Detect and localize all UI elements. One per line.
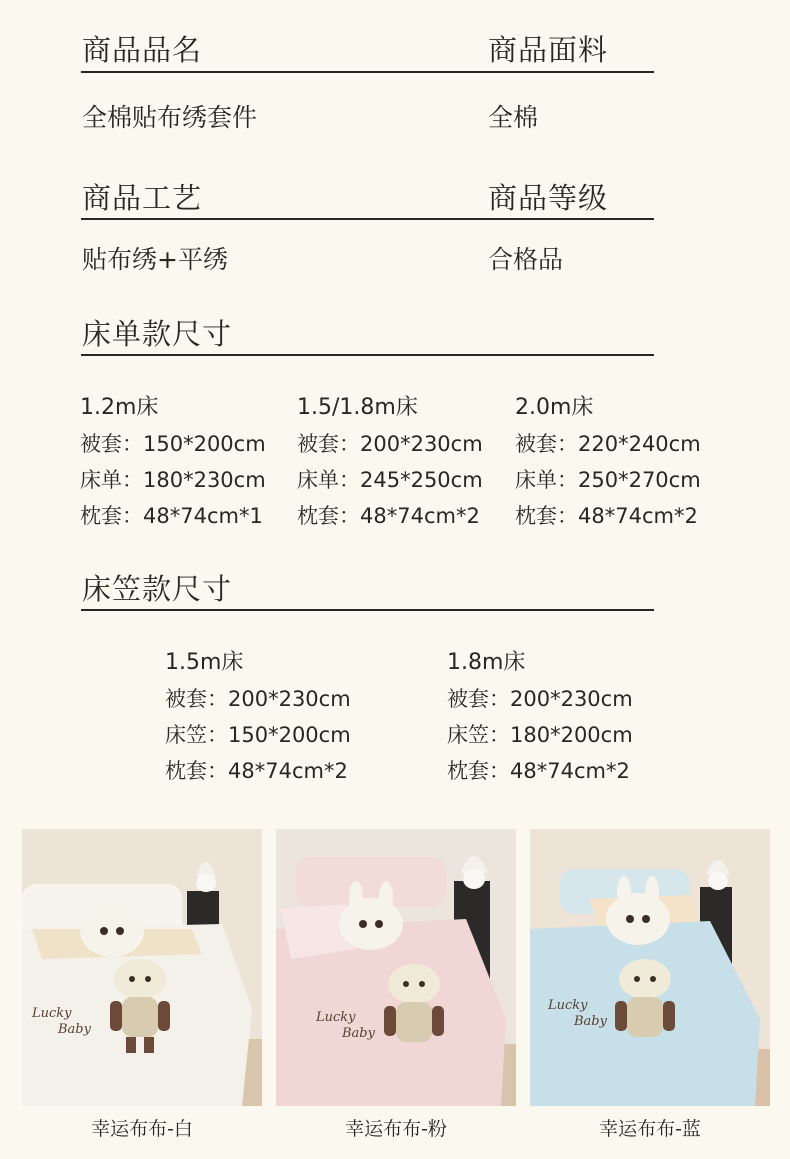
embroidery-text: Lucky bbox=[548, 998, 588, 1013]
name-label: 商品品名 bbox=[82, 33, 203, 67]
fitted-sheet-title: 床笠款尺寸 bbox=[82, 572, 233, 606]
size-column bbox=[447, 645, 633, 791]
size-row: 被套：200*230cm bbox=[297, 432, 483, 456]
size-column bbox=[297, 390, 483, 536]
size-row: 被套：200*230cm bbox=[165, 687, 351, 711]
bed-size: 1.8m床 bbox=[447, 650, 526, 675]
product-photo-blue bbox=[530, 829, 770, 1106]
bed-size: 1.5/1.8m床 bbox=[297, 395, 418, 420]
size-row: 枕套：48*74cm*2 bbox=[165, 759, 348, 783]
bed-size: 2.0m床 bbox=[515, 395, 594, 420]
embroidery-text: Baby bbox=[58, 1022, 91, 1037]
product-caption: 幸运布布-蓝 bbox=[599, 1118, 701, 1140]
size-row: 枕套：48*74cm*2 bbox=[447, 759, 630, 783]
divider bbox=[81, 71, 654, 73]
product-caption: 幸运布布-白 bbox=[91, 1118, 193, 1140]
fabric-value: 全棉 bbox=[488, 103, 539, 132]
bedding-illustration bbox=[22, 829, 262, 1106]
divider bbox=[81, 354, 654, 356]
size-row: 床单：250*270cm bbox=[515, 468, 701, 492]
bedding-illustration bbox=[530, 829, 770, 1106]
size-column bbox=[515, 390, 701, 536]
size-row: 枕套：48*74cm*2 bbox=[297, 504, 480, 528]
bed-size: 1.5m床 bbox=[165, 650, 244, 675]
size-column bbox=[165, 645, 351, 791]
fabric-label: 商品面料 bbox=[488, 33, 609, 67]
bed-size: 1.2m床 bbox=[80, 395, 159, 420]
embroidery-text: Lucky bbox=[316, 1010, 356, 1025]
size-column bbox=[80, 390, 266, 536]
craft-value: 贴布绣+平绣 bbox=[82, 245, 228, 274]
craft-label: 商品工艺 bbox=[82, 181, 203, 215]
embroidery-text: Baby bbox=[342, 1026, 375, 1041]
size-row: 床笠：180*200cm bbox=[447, 723, 633, 747]
product-photo-white bbox=[22, 829, 262, 1106]
size-row: 床单：180*230cm bbox=[80, 468, 266, 492]
name-value: 全棉贴布绣套件 bbox=[82, 103, 258, 132]
divider bbox=[81, 609, 654, 611]
size-row: 床单：245*250cm bbox=[297, 468, 483, 492]
size-row: 枕套：48*74cm*1 bbox=[80, 504, 263, 528]
embroidery-text: Baby bbox=[574, 1014, 607, 1029]
grade-value: 合格品 bbox=[488, 245, 564, 274]
size-row: 被套：220*240cm bbox=[515, 432, 701, 456]
size-row: 枕套：48*74cm*2 bbox=[515, 504, 698, 528]
product-photo-pink bbox=[276, 829, 516, 1106]
embroidery-text: Lucky bbox=[32, 1006, 72, 1021]
size-row: 被套：150*200cm bbox=[80, 432, 266, 456]
divider bbox=[81, 218, 654, 220]
grade-label: 商品等级 bbox=[488, 181, 609, 215]
size-row: 床笠：150*200cm bbox=[165, 723, 351, 747]
flat-sheet-title: 床单款尺寸 bbox=[82, 317, 233, 351]
size-row: 被套：200*230cm bbox=[447, 687, 633, 711]
bedding-illustration bbox=[276, 829, 516, 1106]
product-caption: 幸运布布-粉 bbox=[345, 1118, 447, 1140]
